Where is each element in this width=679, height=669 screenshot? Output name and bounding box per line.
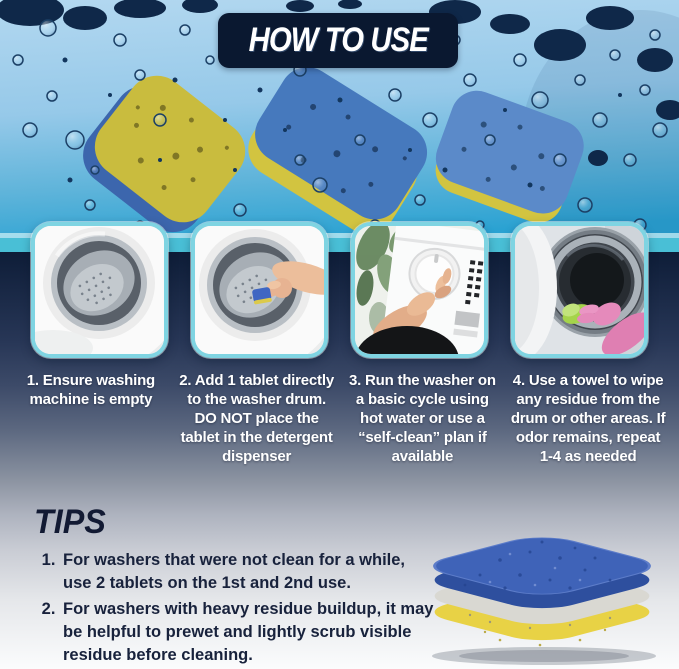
page-title: HOW TO USE: [248, 21, 428, 59]
step-3-text: 3. Run the washer on a basic cycle using hot water or use a “self-clean” plan if available: [348, 372, 496, 465]
step-1-text: 1. Ensure washing machine is empty: [26, 372, 156, 408]
layered-tablet-product-image: [410, 530, 674, 669]
run-cycle-photo: [355, 226, 484, 354]
wipe-residue-photo: [515, 226, 644, 354]
step-4-text: 4. Use a towel to wipe any residue from the drum or other areas. If odor remains, repeat 1-4 as needed: [510, 372, 666, 465]
photo-card-1: [31, 222, 168, 358]
photo-card-3: [351, 222, 488, 358]
tip-item-1: 1. For washers that were not clean for a while, use 2 tablets on the 1st and 2nd use.: [60, 549, 436, 595]
step-2-text: 2. Add 1 tablet directly to the washer drum. DO NOT place the tablet in the detergent dispenser: [179, 372, 334, 465]
title-banner: [218, 13, 458, 68]
tip-item-2: 2. For washers with heavy residue buildup, it may be helpful to prewet and lightly scrub visible residue before cleaning.: [60, 598, 436, 667]
step-photos-row: [0, 222, 679, 358]
photo-card-4: [511, 222, 648, 358]
add-tablet-photo: [195, 226, 324, 354]
tips-list: [34, 549, 436, 667]
tips-section: [34, 504, 436, 669]
tips-heading: TIPS: [34, 503, 106, 541]
empty-drum-photo: [35, 226, 164, 354]
step-instructions-row: [8, 371, 671, 466]
photo-card-2: [191, 222, 328, 358]
